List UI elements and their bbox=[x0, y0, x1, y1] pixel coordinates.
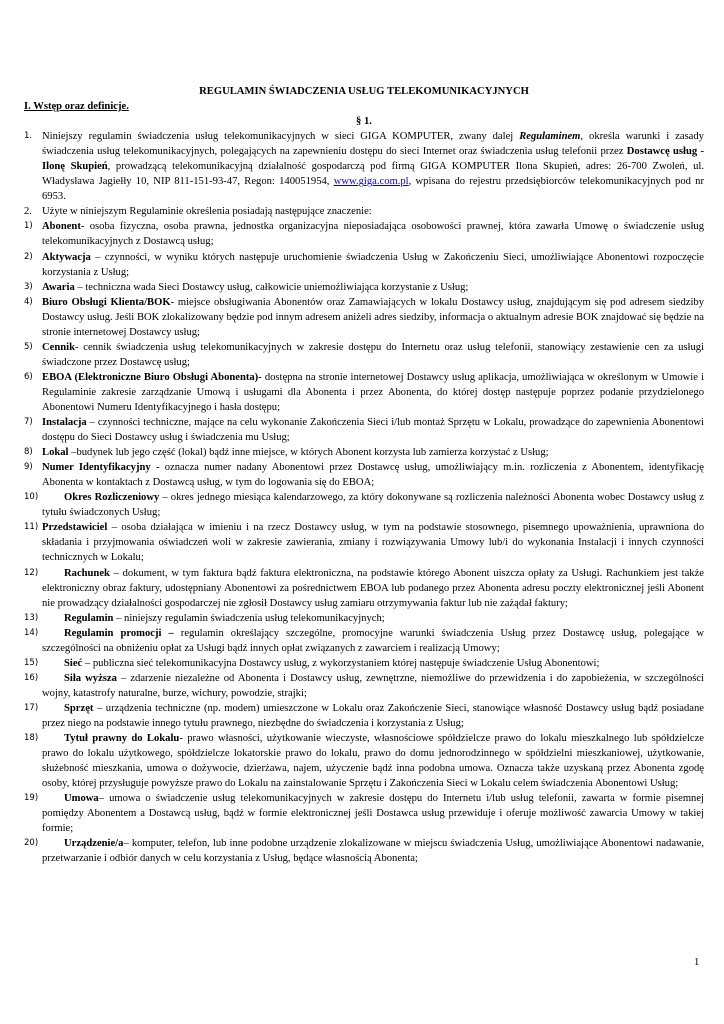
website-link[interactable]: www.giga.com.pl bbox=[333, 176, 409, 188]
definition-term: Biuro Obsługi Klienta/BOK bbox=[42, 296, 171, 308]
definition-text: – okres jednego miesiąca kalendarzowego, za który dokonywane są rozliczenia należności Abonenta wobec Dostawcy usług z tytułu świadczonych Usług; bbox=[42, 492, 704, 519]
definition-text: –budynek lub jego część (lokal) bądź inne miejsce, w których Abonent korzysta lub zamierza korzystać z Usług; bbox=[68, 447, 549, 459]
definition-number: 13) bbox=[24, 612, 39, 623]
definition-number: 16) bbox=[24, 672, 39, 683]
definition-text: – umowa o świadczenie usług telekomunikacyjnych w zakresie dostępu do Internetu i/lub usług telefonii, zawarta w formie pisemnej pomiędzy Abonentem a Dostawcą usług, bądź w formie elektronicznej jeśli Dostawca usług przewiduje i oferuje możliwość zawarcia Umowy w takiej formie; bbox=[42, 793, 704, 835]
definition-number: 19) bbox=[24, 793, 39, 804]
definition-text: – czynności, w wyniku których następuje uruchomienie świadczenia Usług w Zakończeniu Sieci, umożliwiające Abonentowi rozpoczęcie korzystania z Usług; bbox=[42, 251, 704, 278]
definition-item bbox=[24, 701, 704, 731]
definition-item bbox=[24, 460, 704, 490]
definition-text: - cennik świadczenia usług telekomunikacyjnych w zakresie dostępu do Internetu oraz usług telefonii, stanowiący zestawienie cen za usługi świadczone przez Dostawcę usług; bbox=[42, 341, 704, 368]
definition-term: Rachunek bbox=[64, 567, 110, 579]
definition-number: 9) bbox=[24, 462, 33, 473]
definition-number: 1) bbox=[24, 221, 33, 232]
definition-item bbox=[24, 295, 704, 340]
definition-number: 20) bbox=[24, 838, 39, 849]
definition-number: 18) bbox=[24, 733, 39, 744]
definition-item bbox=[24, 445, 704, 460]
definition-text: dostępna na stronie internetowej Dostawcy usług aplikacja, umożliwiająca w określonym w Umowie i Regulaminie zakresie zarządzanie Umową i usługami dla Abonenta i przez Abonenta, do której dostęp następuje poprzez podanie przydzielonego Abonentowi Numeru Identyfikacyjnego i hasła dostępu; bbox=[42, 371, 704, 413]
definition-number: 17) bbox=[24, 702, 39, 713]
definition-text: – osoba działająca w imieniu i na rzecz Dostawcy usług, w tym na podstawie stosownego, pisemnego upoważnienia, uprawniona do składania i przyjmowania oświadczeń woli w zakresie zawierania, zmiany i rozwiązywania Umowy lub/i do wykonania Instalacji i innych czynności technicznych w Lokalu; bbox=[42, 522, 704, 564]
definition-number: 2) bbox=[24, 251, 33, 262]
definition-item bbox=[24, 520, 704, 565]
definition-text: – niniejszy regulamin świadczenia usług telekomunikacyjnych; bbox=[113, 612, 385, 624]
definition-number: 12) bbox=[24, 567, 39, 578]
definition-item bbox=[24, 611, 704, 626]
definition-term: Abonent bbox=[42, 221, 81, 233]
definition-term: Numer Identyfikacyjny - bbox=[42, 462, 160, 474]
definition-item bbox=[24, 250, 704, 280]
definition-text: – techniczna wada Sieci Dostawcy usług, całkowicie uniemożliwiająca korzystanie z Usług; bbox=[74, 281, 469, 293]
definition-number: 4) bbox=[24, 296, 33, 307]
definition-term: Urządzenie/a bbox=[64, 838, 124, 850]
definition-number: 6) bbox=[24, 371, 33, 382]
definition-item bbox=[24, 280, 704, 295]
clause-number: 1. bbox=[24, 131, 33, 142]
definition-term: Sieć bbox=[64, 657, 83, 669]
definition-item bbox=[24, 566, 704, 611]
definition-number: 11) bbox=[24, 522, 39, 533]
definitions-list bbox=[24, 219, 704, 866]
definition-item bbox=[24, 370, 704, 415]
definition-number: 14) bbox=[24, 627, 39, 638]
definition-number: 8) bbox=[24, 447, 33, 458]
definition-number: 5) bbox=[24, 341, 33, 352]
definition-number: 7) bbox=[24, 417, 33, 428]
definition-item bbox=[24, 836, 704, 866]
clause-2: 2. Użyte w niniejszym Regulaminie określenia posiadają następujące znaczenie: bbox=[24, 204, 704, 219]
definition-text: – komputer, telefon, lub inne podobne urządzenie zlokalizowane w miejscu świadczenia Usług, umożliwiające Abonentowi nadawanie, przetwarzanie i odbiór danych w celu korzystania z Usług, będące własnością Abonenta; bbox=[42, 838, 704, 865]
clause-1: 1. Niniejszy regulamin świadczenia usług telekomunikacyjnych w sieci GIGA KOMPUTER, zwany dalej Regulaminem, określa warunki i zasady świadczenia usług telekomunikacyjnych, polegających na zapewnieniu dostępu do sieci Internet oraz świadczenia usług telefonii przez Dostawcę usług - Ilonę Skupień, prowadzącą telekomunikacyjną działalność gospodarczą pod firmą GIGA KOMPUTER Ilona Skupień, adres: 26-700 Zwoleń, ul. Władysława Jagiełły 10, NIP 811-151-93-47, Regon: 140051954, www.giga.com.pl, wpisana do rejestru przedsiębiorców telekomunikacyjnych pod nr 6953. bbox=[24, 131, 704, 203]
definition-text: – urządzenia techniczne (np. modem) umieszczone w Lokalu oraz Zakończenie Sieci, stanowiące własność Dostawcy usług bądź posiadane przez niego na podstawie innego tytułu prawnego, niezbędne do świadczenia i korzystania z Usług; bbox=[42, 702, 704, 729]
definition-term: Siła wyższa bbox=[64, 672, 117, 684]
definition-item bbox=[24, 415, 704, 445]
definition-item bbox=[24, 626, 704, 656]
document-page bbox=[24, 84, 704, 866]
definition-text: – zdarzenie niezależne od Abonenta i Dostawcy usług, zewnętrzne, niemożliwe do przewidzenia i do zapobieżenia, w szczególności wojny, katastrofy naturalne, burze, wichury, powodzie, strajki; bbox=[42, 672, 705, 699]
definition-term: Umowa bbox=[64, 793, 99, 805]
definition-item bbox=[24, 219, 704, 249]
definition-text: - miejsce obsługiwania Abonentów oraz Zamawiających w lokalu Dostawcy usług, znajdującym się pod adresem siedziby Dostawcy usług. Jeśli BOK zlokalizowany będzie pod innym adresem aniżeli adres siedziby, informacja o aktualnym adresie BOK znajdować się będzie na stronie internetowej Dostawcy usług; bbox=[42, 296, 705, 338]
definition-term: EBOA (Elektroniczne Biuro Obsługi Abonenta)- bbox=[42, 371, 262, 383]
definition-item bbox=[24, 656, 704, 671]
definition-text: – dokument, w tym faktura bądź faktura elektroniczna, na podstawie którego Abonent uiszcza opłaty za Usługi. Rachunkiem jest także elektroniczny obraz faktury, udostępniany Abonentowi za pośrednictwem EBOA lub podanego przez Abonenta adresu poczty elektronicznej jeśli Abonent nie prowadzący działalności gospodarczej nie zgłosił Dostawcy usług zamiaru otrzymywania faktur lub nie zażądał faktury; bbox=[42, 567, 704, 609]
definition-number: 10) bbox=[24, 492, 39, 503]
definition-term: Tytuł prawny do Lokalu bbox=[64, 733, 180, 745]
definition-term: Regulamin bbox=[64, 612, 114, 624]
definition-term: Awaria bbox=[42, 281, 75, 293]
definition-text: regulamin określający szczególne, promocyjne warunki świadczenia Usług przez Dostawcę usług, polegające w szczególności na obniżeniu opłat za Usługi bądź innych opłat związanych z zawarciem i realizacją Umowy; bbox=[42, 627, 704, 654]
definition-term: Okres Rozliczeniowy bbox=[64, 492, 160, 504]
definition-text: oznacza numer nadany Abonentowi przez Dostawcę usług, umożliwiający m.in. rozliczenia z Abonentem, identyfikację Abonenta w kontaktach z Dostawcą usług, w tym do logowania się do EBOA; bbox=[42, 462, 704, 489]
definition-term: Aktywacja bbox=[42, 251, 91, 263]
definition-text: - prawo własności, użytkowanie wieczyste, własnościowe spółdzielcze prawo do lokalu mieszkalnego lub spółdzielcze prawo do lokalu użytkowego, spółdzielcze lokatorskie prawo do lokalu, prawo do domu jednorodzinnego w spółdzielni mieszkaniowej, użytkowanie, służebność mieszkania, umowa o dożywocie, dzierżawa, najem, użyczenie bądź inna podobna umowa. Oznacza także uzyskaną przez Abonenta zgodę osoby, której przysługuje powyższe prawo do Lokalu na zainstalowanie Sprzętu i Zakończenia Sieci w Lokalu celem świadczenia Abonentowi Usług; bbox=[42, 733, 704, 790]
paragraph-sign: § 1. bbox=[356, 116, 372, 128]
definition-term: Sprzęt bbox=[64, 702, 94, 714]
definition-item bbox=[24, 731, 704, 791]
section-heading: I. Wstęp oraz definicje. bbox=[24, 101, 129, 113]
clause-number: 2. bbox=[24, 206, 32, 218]
definition-term: Lokal bbox=[42, 447, 69, 459]
definition-term: Regulamin promocji – bbox=[64, 627, 174, 639]
definition-term: Przedstawiciel bbox=[42, 522, 108, 534]
definition-text: - osoba fizyczna, osoba prawna, jednostka organizacyjna nieposiadająca osobowości prawnej, która zawarła Umowę o świadczenie usług telekomunikacyjnych z Dostawcą usług; bbox=[42, 221, 704, 248]
definition-term: Cennik bbox=[42, 341, 75, 353]
definition-item bbox=[24, 490, 704, 520]
page-number: 1 bbox=[694, 957, 700, 968]
definition-text: – publiczna sieć telekomunikacyjna Dostawcy usług, z wykorzystaniem której następuje świadczenie Usług Abonentowi; bbox=[82, 657, 600, 669]
definition-number: 15) bbox=[24, 657, 39, 668]
definition-item bbox=[24, 671, 704, 701]
definition-term: Instalacja bbox=[42, 417, 87, 429]
document-title: REGULAMIN ŚWIADCZENIA USŁUG TELEKOMUNIKACYJNYCH bbox=[199, 86, 529, 97]
definition-item bbox=[24, 340, 704, 370]
definition-number: 3) bbox=[24, 281, 33, 292]
definition-item bbox=[24, 791, 704, 836]
definition-text: – czynności techniczne, mające na celu wykonanie Zakończenia Sieci i/lub montaż Sprzętu w Lokalu, prowadzące do zapewnienia Abonentowi dostępu do Sieci Dostawcy usług i świadczenia mu Usług; bbox=[42, 417, 704, 444]
